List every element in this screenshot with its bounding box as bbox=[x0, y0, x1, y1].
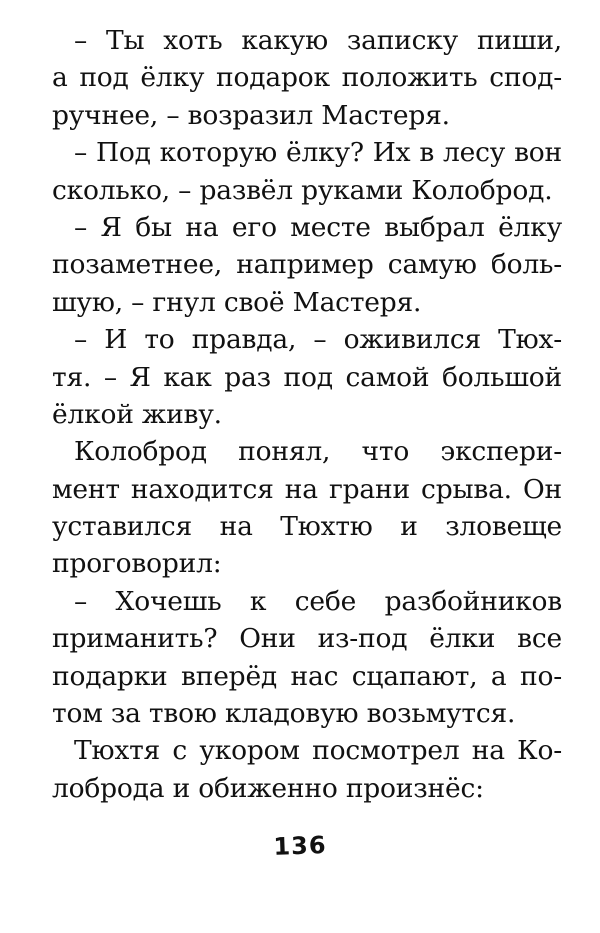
text-line-20: Тюхтя с укором посмотрел на Ко- bbox=[74, 735, 562, 767]
text-line-18: подарки вперёд нас сцапают, а по- bbox=[52, 660, 562, 692]
text-line-9: – И то правда, – оживился Тюх- bbox=[74, 324, 562, 356]
text-line-16: – Хочешь к себе разбойников bbox=[74, 585, 562, 617]
text-line-17: приманить? Они из-под ёлки все bbox=[52, 623, 562, 655]
page-number: 136 bbox=[272, 831, 328, 861]
text-line-8: шую, – гнул своё Мастеря. bbox=[52, 286, 422, 318]
text-line-21: лоброда и обиженно произнёс: bbox=[52, 772, 484, 804]
text-line-5: сколько, – развёл руками Колоброд. bbox=[52, 174, 553, 206]
text-line-14: уставился на Тюхтю и зловеще bbox=[52, 511, 562, 543]
text-line-10: тя. – Я как раз под самой большой bbox=[52, 361, 562, 393]
text-line-19: том за твою кладовую возьмутся. bbox=[52, 698, 516, 730]
text-line-11: ёлкой живу. bbox=[52, 398, 222, 430]
text-line-13: мент находится на грани срыва. Он bbox=[52, 473, 562, 505]
text-line-15: проговорил: bbox=[52, 548, 222, 580]
text-line-2: а под ёлку подарок положить спод- bbox=[52, 62, 562, 94]
book-page-text bbox=[52, 22, 562, 807]
text-line-1: – Ты хоть какую записку пиши, bbox=[74, 25, 562, 56]
text-line-12: Колоброд понял, что экспери- bbox=[74, 436, 562, 468]
text-line-4: – Под которую ёлку? Их в лесу вон bbox=[74, 137, 562, 169]
text-line-7: позаметнее, например самую боль- bbox=[52, 249, 562, 281]
text-line-6: – Я бы на его месте выбрал ёлку bbox=[74, 211, 562, 243]
text-line-3: ручнее, – возразил Мастеря. bbox=[52, 99, 450, 131]
